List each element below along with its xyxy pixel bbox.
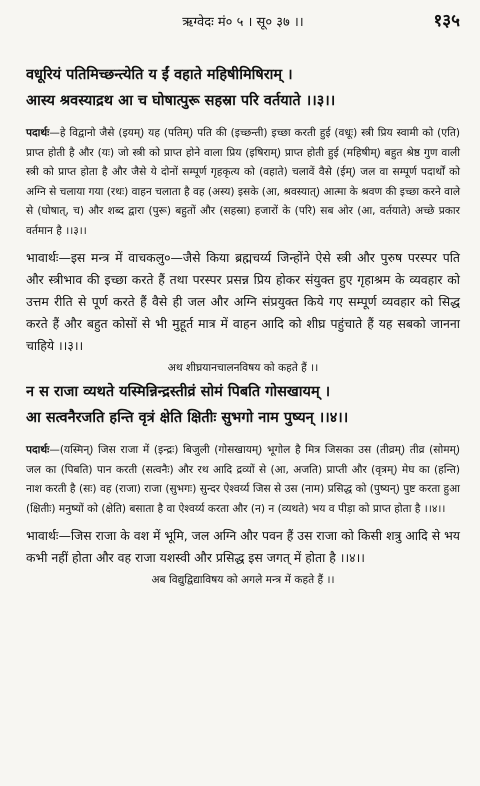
padarth-3-label: पदार्थः xyxy=(26,127,50,139)
padarth-3-text: —हे विद्वानो जैसे (इयम्) यह (पतिम्) पति की (इच्छन्ती) इच्छा करती हुई (वधूः) स्त्री प्रिय स्वामी को (एति) प्राप्त होती है और (यः) जो स्त्री को प्राप्त होने वाला प्रिय (इषिराम्) प्राप्त होती हुई (महिषीम्) बहुत श्रेष्ठ गुण वाली स्त्री को प्राप्त होता है और जैसे ये दोनों सम्पूर्ण गृहकृत्य को (वहाते) चलावें वैसे (ईम्) जल वा सम्पूर्ण पदार्थों को अग्नि से चलाया गया (रथः) वाहन चलाता है वह (अस्य) इसके (आ, श्रवस्यात्) आत्मा के श्रवण की इच्छा करने वाले से (घोषात्, च) और शब्द द्वारा (पुरू) बहुतों और (सहस्रा) हजारों के (परि) सब ओर (आ, वर्तयाते) अच्छे प्रकार वर्तमान है ।।३।। xyxy=(26,127,460,237)
mantra-4-line-2: आ सत्वनैरजति हन्ति वृत्रं क्षेति क्षितीः सुभगो नाम पुष्यन् ।।४।। xyxy=(26,410,349,426)
intro-5: अब विद्युद्विद्याविषय को अगले मन्त्र में कहते हैं ।। xyxy=(151,574,335,586)
mantra-3-line-1: वधूरियं पतिमिच्छन्त्येति य ईं वहाते महिषीमिषिराम् । xyxy=(26,67,293,83)
padarth-4 xyxy=(26,441,460,519)
bhavarth-3-label: भावार्थः xyxy=(26,250,59,265)
running-head: ऋग्वेदः मं० ५ । सू० ३७ ।। xyxy=(182,15,304,30)
bhavarth-4-label: भावार्थः xyxy=(26,528,59,543)
padarth-4-label: पदार्थः xyxy=(26,444,50,456)
padarth-3 xyxy=(26,124,460,241)
padarth-4-text: —(यस्मिन्) जिस राजा में (इन्द्रः) बिजुली (गोसखायम्) भूगोल है मित्र जिसका उस (तीव्रम्) तीव्र (सोमम्) जल का (पिबति) पान करती (सत्वनैः) और रथ आदि द्रव्यों से (आ, अजति) प्राप्ती और (वृत्रम्) मेघ का (हन्ति) नाश करती है (सः) वह (राजा) राजा (सुभगः) सुन्दर ऐश्वर्य्य जिस से उस (नाम) प्रसिद्ध को (पुष्यन्) पुष्ट करता हुआ (क्षितीः) मनुष्यों को (क्षेति) बसाता है वा ऐश्वर्य्य करता और (न) न (व्यथते) भय व पीड़ा को प्राप्त होता है ।।४।। xyxy=(26,444,460,515)
mantra-3-line-2: आस्य श्रवस्याद्रथ आ च घोषात्पुरू सहस्रा परि वर्तयाते ।।३।। xyxy=(26,93,336,109)
mantra-4-line-1: न स राजा व्यथते यस्मिन्निन्द्रस्तीव्रं सोमं पिबति गोसखायम् । xyxy=(26,384,331,400)
bhavarth-4 xyxy=(26,525,460,569)
intro-4: अथ शीघ्रयानचालनविषय को कहते हैं ।। xyxy=(167,362,319,374)
bhavarth-4-text: —जिस राजा के वश में भूमि, जल अग्नि और पवन हैं उस राजा को किसी शत्रु आदि से भय कभी नहीं होता और वह राजा यशस्वी और प्रसिद्ध इस जगत् में होता है ।।४।। xyxy=(26,528,460,565)
bhavarth-3 xyxy=(26,247,460,357)
bhavarth-3-text: —इस मन्त्र में वाचकलु०—जैसे किया ब्रह्मचर्य्य जिन्होंने ऐसे स्त्री और पुरुष परस्पर पति और स्त्रीभाव की इच्छा करते हैं तथा परस्पर प्रसन्न प्रिय होकर संयुक्त हुए गृहाश्रम के व्यवहार को उत्तम रीति से पूर्ण करते हैं वैसे ही जल और अग्नि संप्रयुक्त किये गए सम्पूर्ण व्यवहार को सिद्ध करते हैं और बहुत कोसों से भी मुहूर्त मात्र में वाहन आदि को शीघ्र पहुंचाते हैं यह सबको जानना चाहिये ।।३।। xyxy=(26,250,460,353)
page-header xyxy=(26,0,460,34)
page-number: १३५ xyxy=(433,11,460,31)
